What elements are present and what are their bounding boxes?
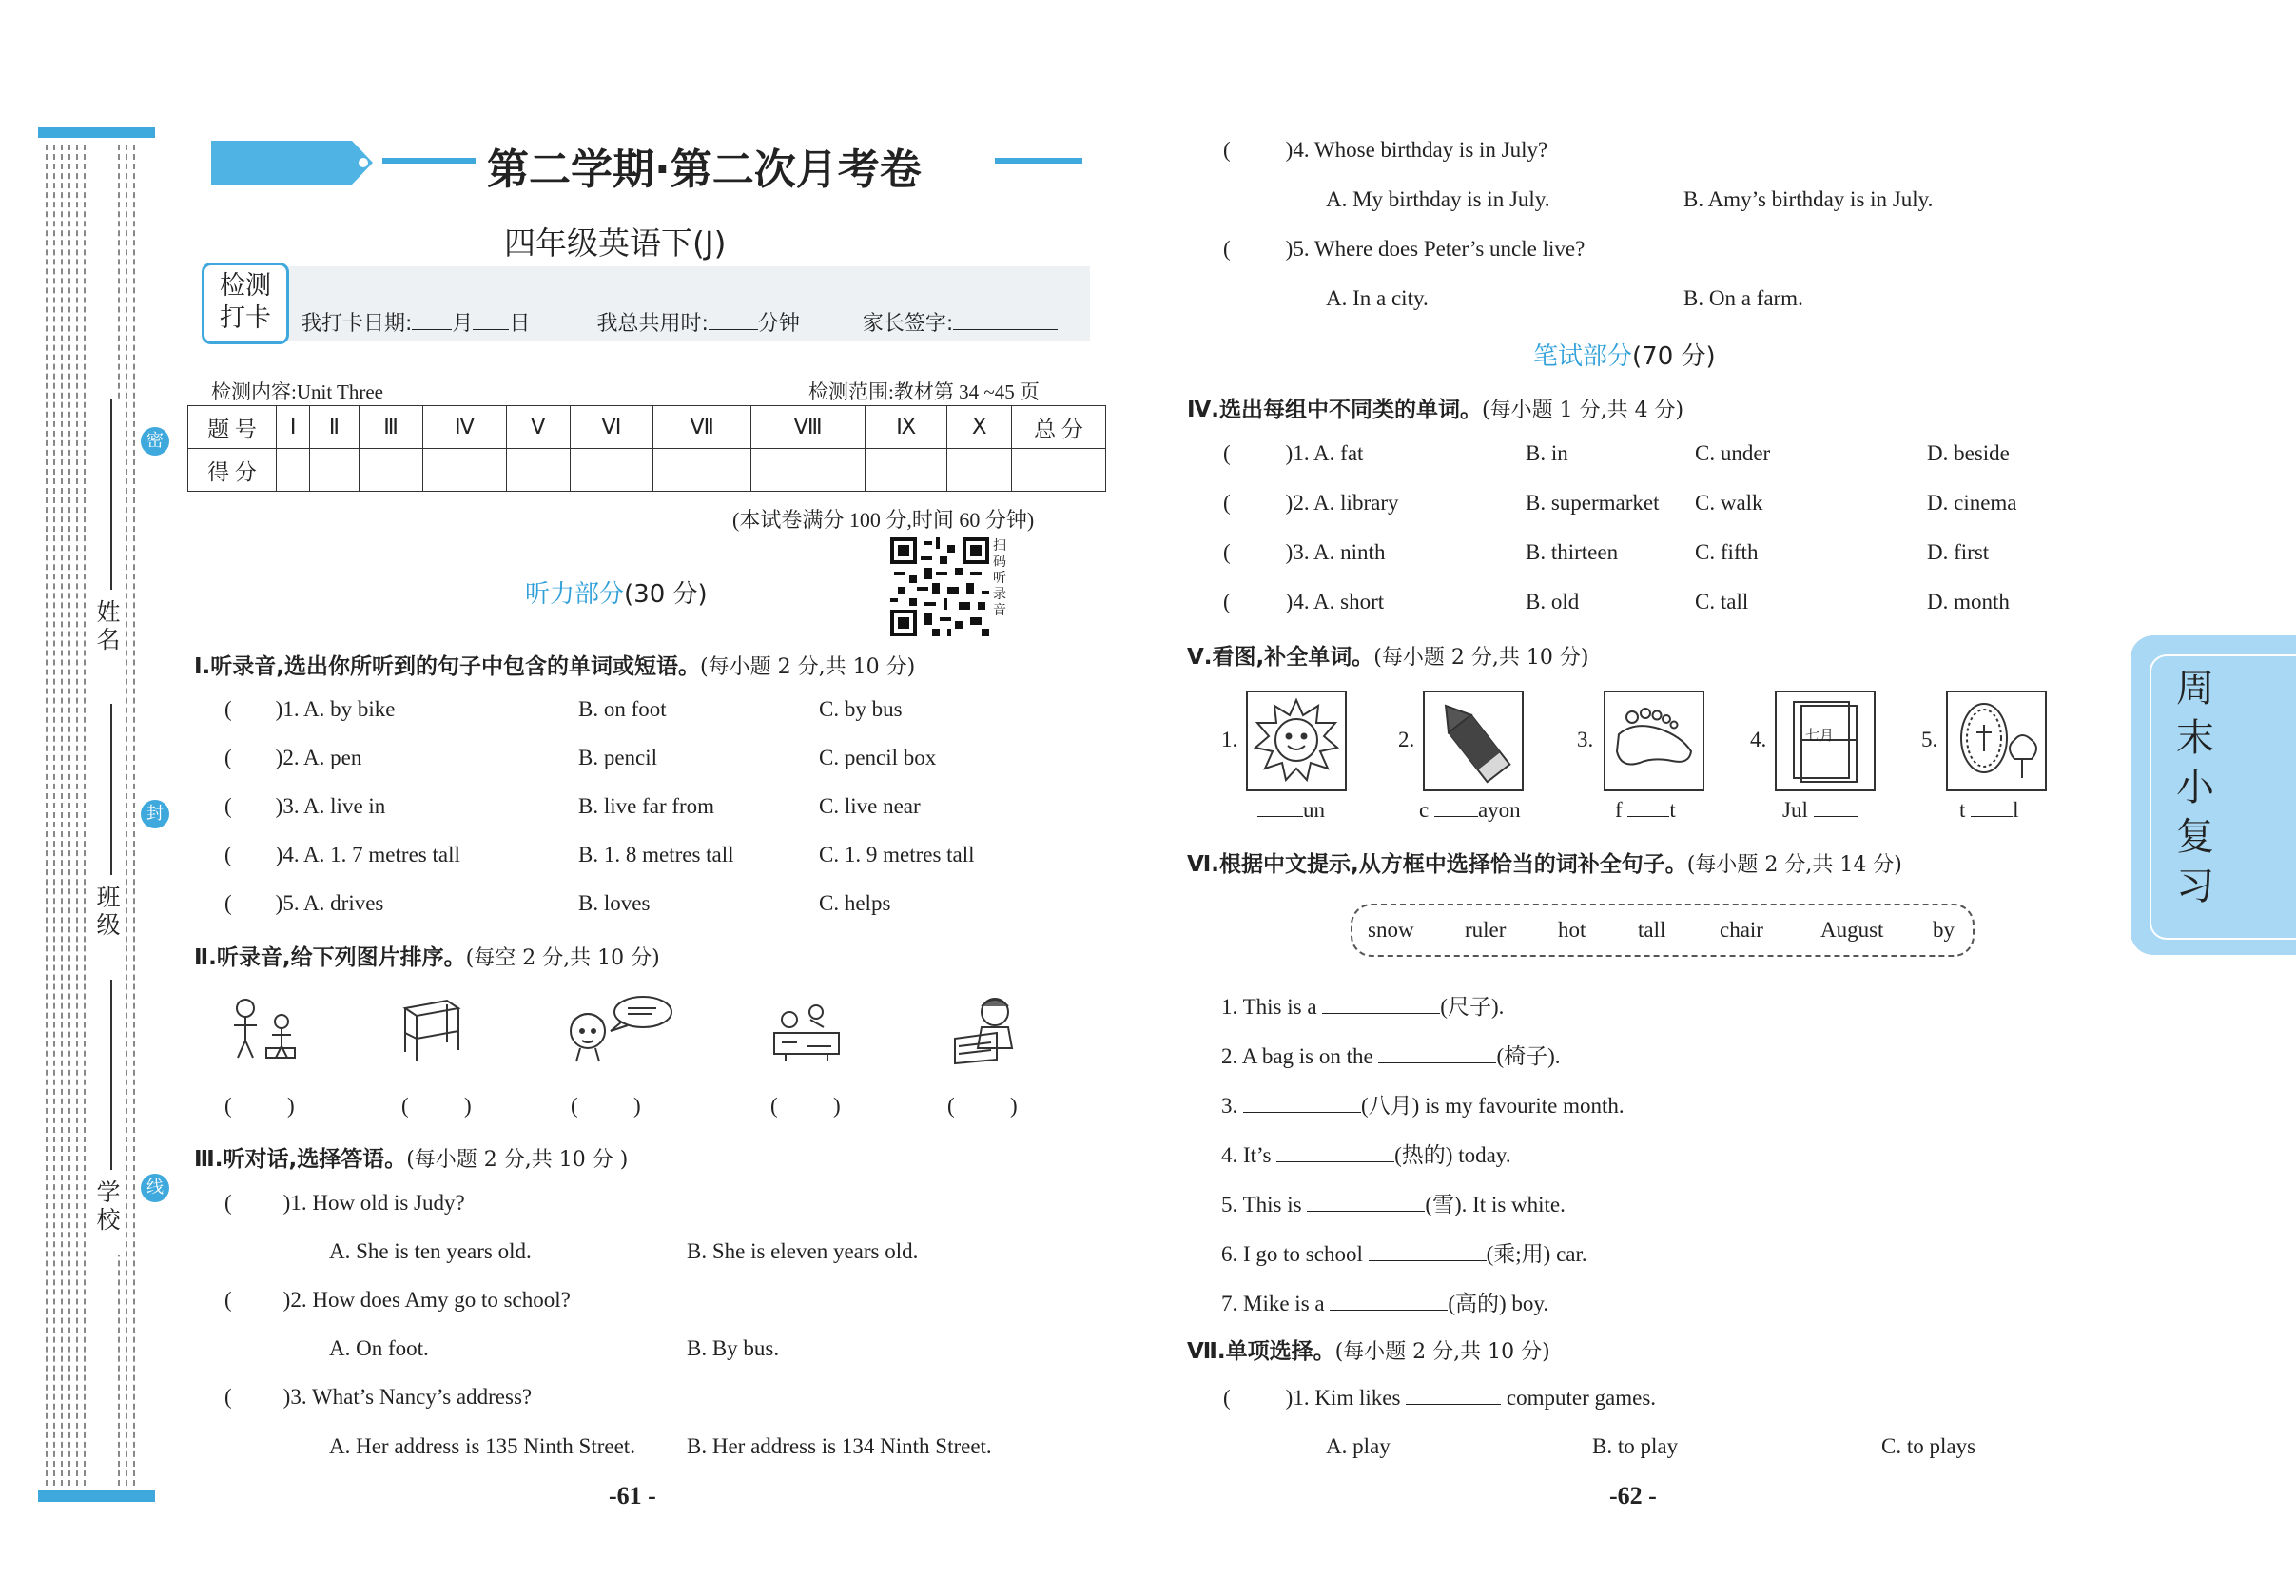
minutes-label: 分钟 xyxy=(757,312,800,336)
seal-feng: 封 xyxy=(141,800,169,828)
s1-item-1: ( )1. A. by bike xyxy=(224,697,396,721)
class-label: 班级 xyxy=(93,885,121,940)
score-header-cell: Ⅴ xyxy=(506,406,570,449)
s5-blank-3[interactable] xyxy=(1627,797,1669,817)
section-6-note: (每小题 2 分,共 14 分) xyxy=(1686,853,1902,877)
section-3-note: (每小题 2 分,共 10 分 ) xyxy=(406,1148,629,1172)
side-tab[interactable] xyxy=(2131,635,2296,955)
s3-q1-a: A. She is ten years old. xyxy=(329,1239,532,1263)
s4-item-2-c: C. walk xyxy=(1695,491,1763,515)
section-4-title xyxy=(1187,392,1683,423)
s3-q1-b: B. She is eleven years old. xyxy=(687,1239,919,1263)
side-tab-inner xyxy=(2150,654,2296,940)
calendar-month-text: 七月 xyxy=(1805,727,1835,744)
s7-blank-1[interactable] xyxy=(1406,1385,1501,1405)
s6-sentence-4: 4. It’s (热的) today. xyxy=(1221,1143,1511,1167)
binding-top-bar xyxy=(38,127,155,138)
section-5-title xyxy=(1187,639,1588,671)
s7-q1-c: C. to plays xyxy=(1881,1434,1976,1458)
class-line xyxy=(110,704,112,875)
score-cell[interactable] xyxy=(1012,449,1106,492)
score-header-cell: Ⅹ xyxy=(947,406,1012,449)
section-4-heading: Ⅳ.选出每组中不同类的单词。 xyxy=(1187,398,1483,422)
s4-item-2-d: D. cinema xyxy=(1927,491,2017,515)
s3-q4-a: A. My birthday is in July. xyxy=(1326,187,1550,211)
s5-picture-crayon xyxy=(1423,691,1524,791)
written-points: (70 分) xyxy=(1632,342,1716,371)
date-label: 我打卡日期: xyxy=(301,312,413,336)
score-cell[interactable] xyxy=(359,449,423,492)
s2-paren-2[interactable]: ( xyxy=(401,1094,409,1118)
day-label: 日 xyxy=(509,312,531,336)
section-4-note: (每小题 1 分,共 4 分) xyxy=(1482,399,1684,422)
s4-item-1-c: C. under xyxy=(1695,441,1771,465)
s1-item-3: ( )3. A. live in xyxy=(224,794,386,818)
word-bank-item: August xyxy=(1820,918,1884,942)
s5-word-2: c ayon xyxy=(1419,798,1521,822)
score-header-row xyxy=(188,406,1106,449)
s4-item-2: ( )2. A. library xyxy=(1223,491,1399,515)
s6-blank-3[interactable] xyxy=(1243,1093,1361,1113)
month-label: 月 xyxy=(452,312,474,336)
section-7-heading: Ⅶ.单项选择。 xyxy=(1187,1339,1335,1364)
score-header-cell: Ⅱ xyxy=(310,406,359,449)
section-3-title xyxy=(194,1141,628,1173)
score-header-cell: Ⅶ xyxy=(652,406,750,449)
s3-q5: ( )5. Where does Peter’s uncle live? xyxy=(1223,237,1586,261)
time-blank[interactable] xyxy=(709,310,758,330)
scope-content: 检测内容:Unit Three xyxy=(211,380,384,403)
section-6-title xyxy=(1187,847,1902,878)
s6-sentence-3: 3. (八月) is my favourite month. xyxy=(1221,1094,1625,1118)
word-bank-item: ruler xyxy=(1465,918,1507,942)
s5-blank-1[interactable] xyxy=(1257,797,1303,817)
s1-item-3-c: C. live near xyxy=(819,794,921,818)
s4-item-4-d: D. month xyxy=(1927,590,2010,613)
s4-item-1-d: D. beside xyxy=(1927,441,2010,465)
s3-q3-b: B. Her address is 134 Ninth Street. xyxy=(687,1434,992,1458)
score-cell[interactable] xyxy=(652,449,750,492)
score-cell[interactable] xyxy=(310,449,359,492)
section-3-heading: Ⅲ.听对话,选择答语。 xyxy=(194,1147,407,1172)
page-title: 第二学期·第二次月考卷 xyxy=(487,146,922,194)
s1-item-4-c: C. 1. 9 metres tall xyxy=(819,843,975,866)
s2-picture-2 xyxy=(399,995,462,1063)
listening-title: 听力部分 xyxy=(525,580,625,609)
s2-picture-4 xyxy=(769,999,845,1063)
score-header-cell: Ⅷ xyxy=(751,406,866,449)
parent-label: 家长签字: xyxy=(862,312,954,336)
s4-item-2-b: B. supermarket xyxy=(1526,491,1660,515)
s1-item-5-b: B. loves xyxy=(578,891,651,915)
time-label: 我总共用时: xyxy=(596,312,709,336)
section-2-note: (每空 2 分,共 10 分) xyxy=(465,946,660,970)
score-header-cell: Ⅰ xyxy=(277,406,310,449)
word-bank-item: by xyxy=(1933,918,1955,942)
section-7-note: (每小题 2 分,共 10 分) xyxy=(1334,1340,1550,1364)
page-number-left: -61 - xyxy=(609,1482,656,1509)
listening-header xyxy=(525,574,708,610)
section-5-heading: Ⅴ.看图,补全单词。 xyxy=(1187,645,1374,670)
s2-picture-1 xyxy=(224,993,306,1061)
s2-paren-4[interactable]: ( xyxy=(770,1094,778,1118)
section-7-title xyxy=(1187,1333,1550,1365)
score-cell[interactable] xyxy=(947,449,1012,492)
s5-picture-tree-mirror xyxy=(1946,691,2047,791)
s1-item-4: ( )4. A. 1. 7 metres tall xyxy=(224,843,460,866)
s6-blank-5[interactable] xyxy=(1307,1192,1425,1212)
s5-num-3: 3. xyxy=(1577,728,1594,751)
s7-q1-a: A. play xyxy=(1326,1434,1391,1458)
written-title: 笔试部分 xyxy=(1533,342,1633,371)
s5-num-5: 5. xyxy=(1921,728,1938,751)
s6-sentence-1: 1. This is a (尺子). xyxy=(1221,995,1505,1019)
qr-code[interactable] xyxy=(890,537,989,636)
s2-paren-3[interactable]: ( xyxy=(571,1094,578,1118)
s4-item-1: ( )1. A. fat xyxy=(1223,441,1364,465)
s4-item-3-d: D. first xyxy=(1927,540,1990,564)
school-line xyxy=(110,980,112,1170)
score-cell[interactable] xyxy=(506,449,570,492)
s2-picture-3 xyxy=(561,993,675,1063)
s5-num-1: 1. xyxy=(1221,728,1238,751)
title-pencil-shape xyxy=(211,141,363,185)
s5-picture-foot xyxy=(1604,691,1704,791)
s3-q1: ( )1. How old is Judy? xyxy=(224,1191,465,1215)
s4-item-4-c: C. tall xyxy=(1695,590,1749,613)
s3-q3-a: A. Her address is 135 Ninth Street. xyxy=(329,1434,635,1458)
score-header-cell: Ⅳ xyxy=(423,406,506,449)
binding-fields xyxy=(86,399,124,1255)
s6-sentence-6: 6. I go to school (乘;用) car. xyxy=(1221,1242,1587,1266)
seal-mi: 密 xyxy=(141,427,169,456)
section-1-title xyxy=(194,649,915,680)
score-header-cell: Ⅲ xyxy=(359,406,423,449)
s1-item-2-b: B. pencil xyxy=(578,746,658,769)
title-rule-left xyxy=(382,158,476,164)
s7-q1: ( )1. Kim likes computer games. xyxy=(1223,1386,1657,1410)
score-row-label: 得 分 xyxy=(188,449,277,492)
section-1-note: (每小题 2 分,共 10 分) xyxy=(700,655,916,679)
score-value-row xyxy=(188,449,1106,492)
s5-word-1: un xyxy=(1257,797,1325,823)
checkin-badge xyxy=(202,263,289,344)
s4-item-4-b: B. old xyxy=(1526,590,1580,613)
section-5-note: (每小题 2 分,共 10 分) xyxy=(1373,646,1589,670)
month-blank[interactable] xyxy=(412,310,452,330)
s6-blank-7[interactable] xyxy=(1330,1291,1448,1311)
s1-item-5-c: C. helps xyxy=(819,891,891,915)
s5-blank-5[interactable] xyxy=(1971,797,2013,817)
parent-blank[interactable] xyxy=(953,310,1058,330)
score-header-cell: Ⅸ xyxy=(865,406,947,449)
seal-xian: 线 xyxy=(141,1174,169,1202)
s3-q4-b: B. Amy’s birthday is in July. xyxy=(1683,187,1934,211)
score-header-cell: Ⅵ xyxy=(570,406,652,449)
s5-word-5: t l xyxy=(1959,798,2019,822)
score-cell[interactable] xyxy=(865,449,947,492)
s4-item-1-b: B. in xyxy=(1526,441,1568,465)
score-table xyxy=(187,405,1106,492)
s3-q5-b: B. On a farm. xyxy=(1683,286,1803,310)
s7-q1-b: B. to play xyxy=(1592,1434,1679,1458)
binding-bottom-bar xyxy=(38,1490,155,1502)
s5-num-4: 4. xyxy=(1750,728,1767,751)
s1-item-1-b: B. on foot xyxy=(578,697,667,721)
s3-q2-b: B. By bus. xyxy=(687,1336,780,1360)
score-cell[interactable] xyxy=(751,449,866,492)
s6-blank-4[interactable] xyxy=(1276,1142,1394,1162)
section-6-heading: Ⅵ.根据中文提示,从方框中选择恰当的词补全句子。 xyxy=(1187,852,1687,877)
score-header-cell: 题 号 xyxy=(188,406,277,449)
name-line xyxy=(110,399,112,590)
word-bank-item: snow xyxy=(1368,918,1414,942)
s2-picture-5 xyxy=(949,989,1025,1067)
s5-blank-2[interactable] xyxy=(1434,797,1478,817)
score-cell[interactable] xyxy=(277,449,310,492)
side-tab-label: 周末小复习 xyxy=(2176,667,2214,908)
checkin-fields xyxy=(301,307,1058,337)
s2-paren-5[interactable]: ( xyxy=(947,1094,955,1118)
s1-item-4-b: B. 1. 8 metres tall xyxy=(578,843,734,866)
qr-caption: 扫码听录音 xyxy=(993,538,1006,618)
score-cell[interactable] xyxy=(423,449,506,492)
s5-num-2: 2. xyxy=(1398,728,1415,751)
section-2-title xyxy=(194,940,660,971)
name-label: 姓名 xyxy=(93,599,121,654)
s6-sentence-5: 5. This is (雪). It is white. xyxy=(1221,1193,1566,1216)
word-bank-item: chair xyxy=(1720,918,1763,942)
written-header xyxy=(1533,337,1716,372)
s1-item-3-b: B. live far from xyxy=(578,794,715,818)
section-2-heading: Ⅱ.听录音,给下列图片排序。 xyxy=(194,945,466,970)
s3-q5-a: A. In a city. xyxy=(1326,286,1429,310)
s5-picture-sun xyxy=(1246,691,1347,791)
s4-item-3-b: B. thirteen xyxy=(1526,540,1619,564)
s1-item-2: ( )2. A. pen xyxy=(224,746,362,769)
word-bank-item: tall xyxy=(1638,918,1666,942)
score-header-cell: 总 分 xyxy=(1012,406,1106,449)
title-rule-right xyxy=(995,158,1082,164)
s3-q3: ( )3. What’s Nancy’s address? xyxy=(224,1385,533,1409)
s6-blank-2[interactable] xyxy=(1378,1043,1496,1063)
s6-blank-1[interactable] xyxy=(1322,994,1440,1014)
score-cell[interactable] xyxy=(570,449,652,492)
s4-item-3-c: C. fifth xyxy=(1695,540,1759,564)
subtitle: 四年级英语下(J) xyxy=(504,224,727,262)
s1-item-2-c: C. pencil box xyxy=(819,746,937,769)
day-blank[interactable] xyxy=(473,310,509,330)
s5-picture-calendar xyxy=(1775,691,1876,791)
school-label: 学校 xyxy=(93,1179,121,1235)
s5-word-4: Jul xyxy=(1782,797,1858,823)
s3-q2-a: A. On foot. xyxy=(329,1336,429,1360)
s3-q4: ( )4. Whose birthday is in July? xyxy=(1223,138,1548,162)
page-number-right: -62 - xyxy=(1609,1482,1657,1509)
listening-points: (30 分) xyxy=(624,580,708,609)
s4-item-3: ( )3. A. ninth xyxy=(1223,540,1386,564)
section-1-heading: Ⅰ.听录音,选出你所听到的句子中包含的单词或短语。 xyxy=(194,654,701,679)
word-bank-item: hot xyxy=(1558,918,1586,942)
s6-sentence-2: 2. A bag is on the (椅子). xyxy=(1221,1044,1561,1068)
s1-item-1-c: C. by bus xyxy=(819,697,903,721)
s4-item-4: ( )4. A. short xyxy=(1223,590,1385,613)
s6-blank-6[interactable] xyxy=(1369,1241,1487,1261)
checkin-badge-text: 检测打卡 xyxy=(220,271,271,333)
s2-paren-1[interactable]: ( xyxy=(224,1094,232,1118)
s3-q2: ( )2. How does Amy go to school? xyxy=(224,1288,571,1312)
scope-range: 检测范围:教材第 34 ~45 页 xyxy=(808,380,1040,403)
s5-word-3: f t xyxy=(1615,798,1676,822)
s1-item-5: ( )5. A. drives xyxy=(224,891,384,915)
s5-blank-4[interactable] xyxy=(1814,797,1858,817)
s6-sentence-7: 7. Mike is a (高的) boy. xyxy=(1221,1292,1549,1315)
full-mark-note: (本试卷满分 100 分,时间 60 分钟) xyxy=(732,508,1035,532)
